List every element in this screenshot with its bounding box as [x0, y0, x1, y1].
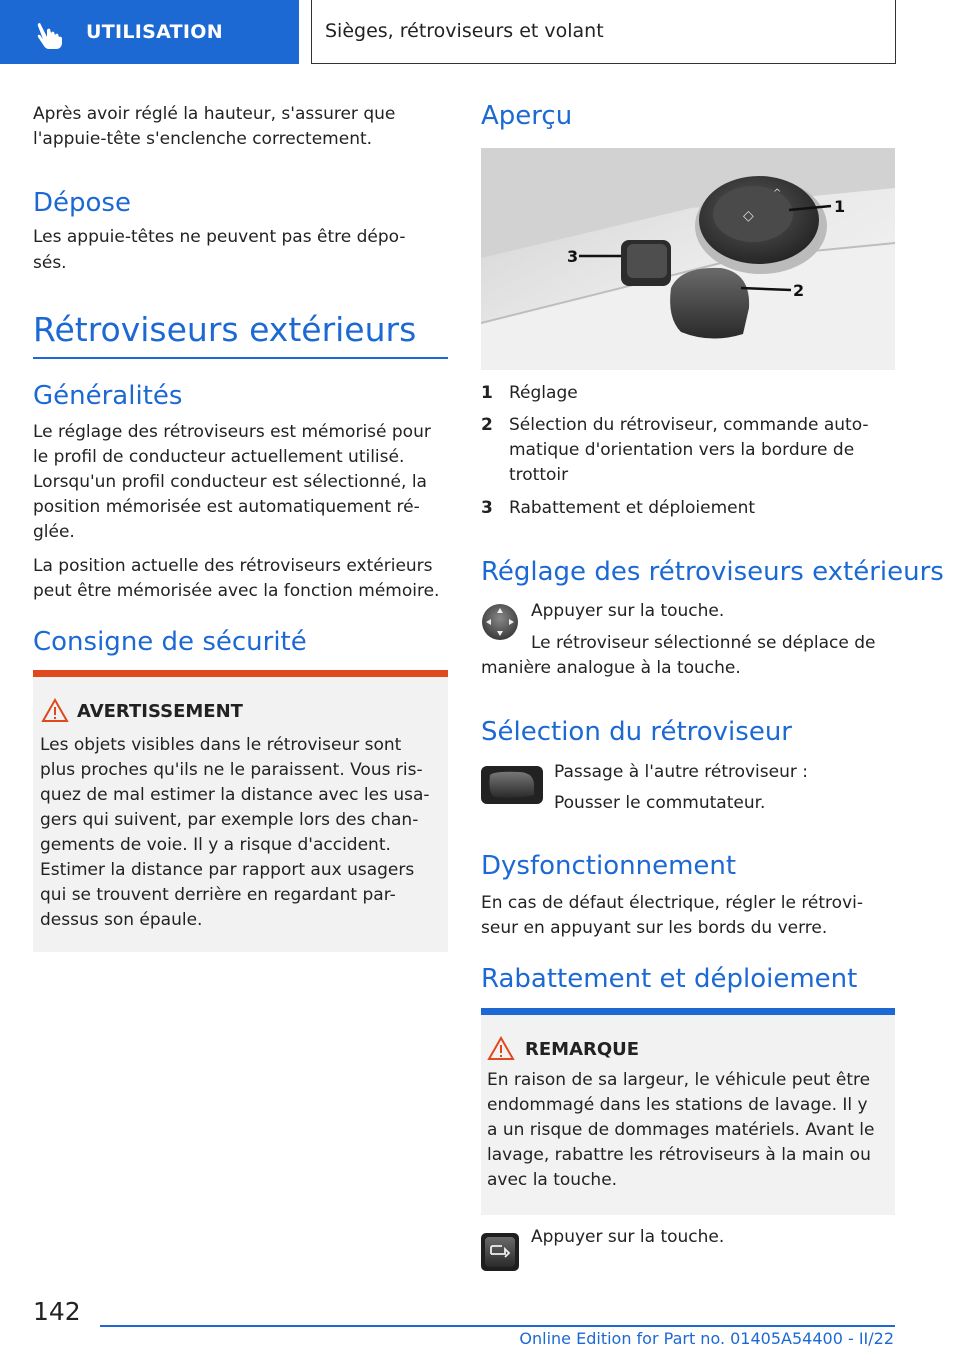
note-line-5: avec la touche. [487, 1170, 618, 1190]
chapter-label: Sièges, rétroviseurs et volant [325, 20, 604, 42]
footer-rule [100, 1325, 895, 1327]
callout-3: 3 [567, 247, 579, 266]
adjust-line-1: Appuyer sur la touche. [531, 601, 725, 621]
legend-num-1: 1 [481, 383, 493, 403]
note-triangle-icon [487, 1036, 515, 1061]
malfunction-line-2: seur en appuyant sur les bords du verre. [481, 918, 828, 938]
legend-num-2: 2 [481, 415, 493, 435]
note-line-3: a un risque de dommages matériels. Avant le [487, 1120, 875, 1140]
memory-line-1: La position actuelle des rétroviseurs extérieurs [33, 556, 433, 576]
callout-1: 1 [834, 197, 846, 216]
callout-2: 2 [793, 281, 805, 300]
select-line-2: Pousser le commutateur. [554, 793, 766, 813]
safety-heading: Consigne de sécurité [33, 627, 307, 657]
general-line-4: position mémorisée est automatiquement ré- [33, 497, 420, 517]
legend-text-2a: Sélection du rétroviseur, commande auto- [509, 415, 869, 435]
mirror-controls-photo [481, 148, 895, 370]
mirror-controls-illustration [481, 148, 895, 370]
mirror-switch-icon [480, 765, 544, 805]
note-line-4: lavage, rabattre les rétroviseurs à la main ou [487, 1145, 871, 1165]
depose-heading: Dépose [33, 188, 131, 218]
edition-text: Online Edition for Part no. 01405A54400 - II/22 [519, 1329, 894, 1348]
general-line-1: Le réglage des rétroviseurs est mémorisé pour [33, 422, 431, 442]
general-line-5: glée. [33, 522, 75, 542]
fold-mirror-icon [480, 1232, 520, 1272]
warning-line-6: Estimer la distance par rapport aux usagers [40, 860, 415, 880]
warning-title: AVERTISSEMENT [77, 701, 243, 722]
overview-heading: Aperçu [481, 101, 573, 131]
adjust-line-2b: manière analogue à la touche. [481, 658, 741, 678]
memory-line-2: peut être mémorisée avec la fonction mémoire. [33, 581, 440, 601]
note-title: REMARQUE [525, 1039, 640, 1060]
warning-line-1: Les objets visibles dans le rétroviseur sont [40, 735, 402, 755]
select-heading: Sélection du rétroviseur [481, 717, 792, 747]
fold-line: Appuyer sur la touche. [531, 1227, 725, 1247]
direction-pad-icon [481, 603, 519, 641]
general-heading: Généralités [33, 381, 183, 411]
note-box [481, 1008, 895, 1215]
general-line-2: le profil de conducteur actuellement utilisé. [33, 447, 405, 467]
chapter-header [311, 0, 896, 64]
warning-bar [33, 670, 448, 677]
legend-num-3: 3 [481, 498, 493, 518]
legend-text-2b: matique d'orientation vers la bordure de [509, 440, 855, 460]
malfunction-line-1: En cas de défaut électrique, régler le rétrovi- [481, 893, 863, 913]
legend-text-1: Réglage [509, 383, 578, 403]
section-label: UTILISATION [86, 21, 223, 43]
adjust-line-2a: Le rétroviseur sélectionné se déplace de [531, 633, 876, 653]
depose-line-2: sés. [33, 253, 67, 273]
select-line-1: Passage à l'autre rétroviseur : [554, 762, 808, 782]
warning-line-3: quez de mal estimer la distance avec les usa- [40, 785, 430, 805]
warning-line-4: gers qui suivent, par exemple lors des chan- [40, 810, 419, 830]
section-tab [0, 0, 299, 64]
fold-heading: Rabattement et déploiement [481, 964, 858, 994]
adjust-heading: Réglage des rétroviseurs extérieurs [481, 557, 944, 587]
malfunction-heading: Dysfonctionnement [481, 851, 737, 881]
warning-line-7: qui se trouvent derrière en regardant par- [40, 885, 396, 905]
warning-line-8: dessus son épaule. [40, 910, 203, 930]
hand-pointer-icon [34, 20, 66, 50]
legend-text-2c: trottoir [509, 465, 569, 485]
svg-text:^: ^ [773, 188, 782, 199]
general-line-3: Lorsqu'un profil conducteur est sélectionné, la [33, 472, 427, 492]
main-heading: Rétroviseurs extérieurs [33, 310, 417, 349]
intro-line-1: Après avoir réglé la hauteur, s'assurer que [33, 104, 396, 124]
warning-box [33, 670, 448, 952]
intro-line-2: l'appuie-tête s'enclenche correctement. [33, 129, 373, 149]
note-bar [481, 1008, 895, 1015]
warning-triangle-icon [41, 698, 69, 723]
svg-text:◇: ◇ [743, 208, 754, 224]
page-number: 142 [33, 1297, 81, 1326]
note-line-1: En raison de sa largeur, le véhicule peut être [487, 1070, 871, 1090]
warning-line-5: gements de voie. Il y a risque d'accident. [40, 835, 391, 855]
warning-line-2: plus proches qu'ils ne le paraissent. Vous ris- [40, 760, 423, 780]
legend-text-3: Rabattement et déploiement [509, 498, 756, 518]
note-line-2: endommagé dans les stations de lavage. Il y [487, 1095, 868, 1115]
heading-rule [33, 357, 448, 359]
depose-line-1: Les appuie-têtes ne peuvent pas être dépo- [33, 227, 406, 247]
